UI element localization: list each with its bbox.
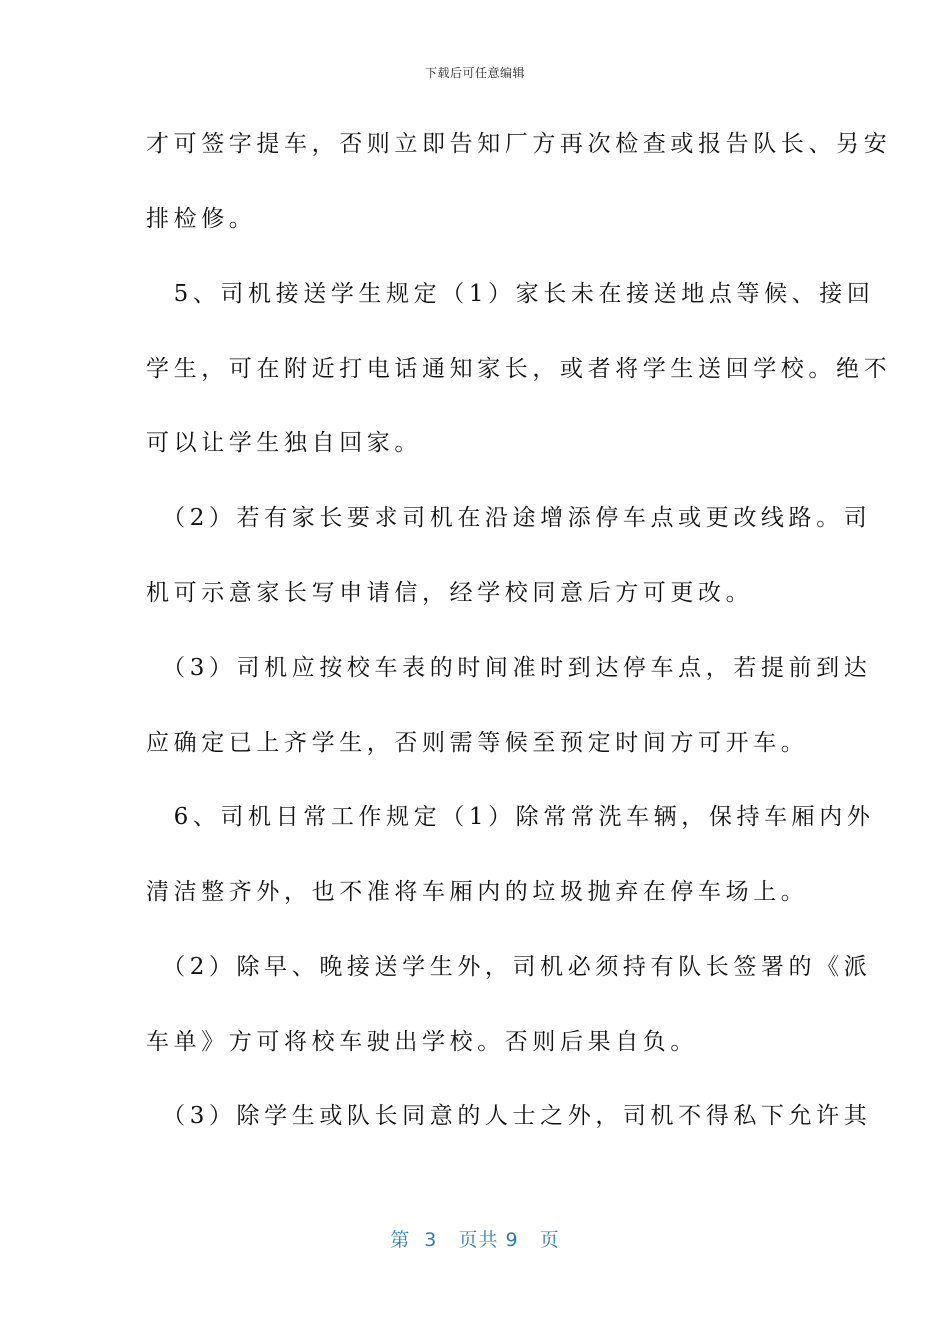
body-line-11: 清洁整齐外，也不准将车厢内的垃圾抛弃在停车场上。 bbox=[146, 879, 809, 905]
body-line-14: （3）除学生或队长同意的人士之外，司机不得私下允许其 bbox=[146, 1103, 872, 1129]
body-line-7: 机可示意家长写申请信，经学校同意后方可更改。 bbox=[146, 580, 754, 606]
page-number: 第 3 页共 9 页 bbox=[390, 1229, 560, 1251]
body-line-3: 5、司机接送学生规定（1）家长未在接送地点等候、接回 bbox=[146, 281, 875, 307]
body-line-5: 可以让学生独自回家。 bbox=[146, 430, 422, 456]
body-line-13: 车单》方可将校车驶出学校。否则后果自负。 bbox=[146, 1029, 698, 1055]
body-line-9: 应确定已上齐学生，否则需等候至预定时间方可开车。 bbox=[146, 730, 809, 756]
body-line-4: 学生，可在附近打电话通知家长，或者将学生送回学校。绝不 bbox=[146, 356, 892, 382]
body-line-10: 6、司机日常工作规定（1）除常常洗车辆，保持车厢内外 bbox=[146, 804, 875, 830]
body-line-12: （2）除早、晚接送学生外，司机必须持有队长签署的《派 bbox=[146, 954, 872, 980]
body-line-6: （2）若有家长要求司机在沿途增添停车点或更改线路。司 bbox=[146, 505, 872, 531]
body-line-1: 才可签字提车，否则立即告知厂方再次检查或报告队长、另安 bbox=[146, 131, 892, 157]
body-line-2: 排检修。 bbox=[146, 206, 257, 232]
body-line-8: （3）司机应按校车表的时间准时到达停车点，若提前到达 bbox=[146, 655, 872, 681]
header-note: 下载后可任意编辑 bbox=[424, 66, 525, 80]
